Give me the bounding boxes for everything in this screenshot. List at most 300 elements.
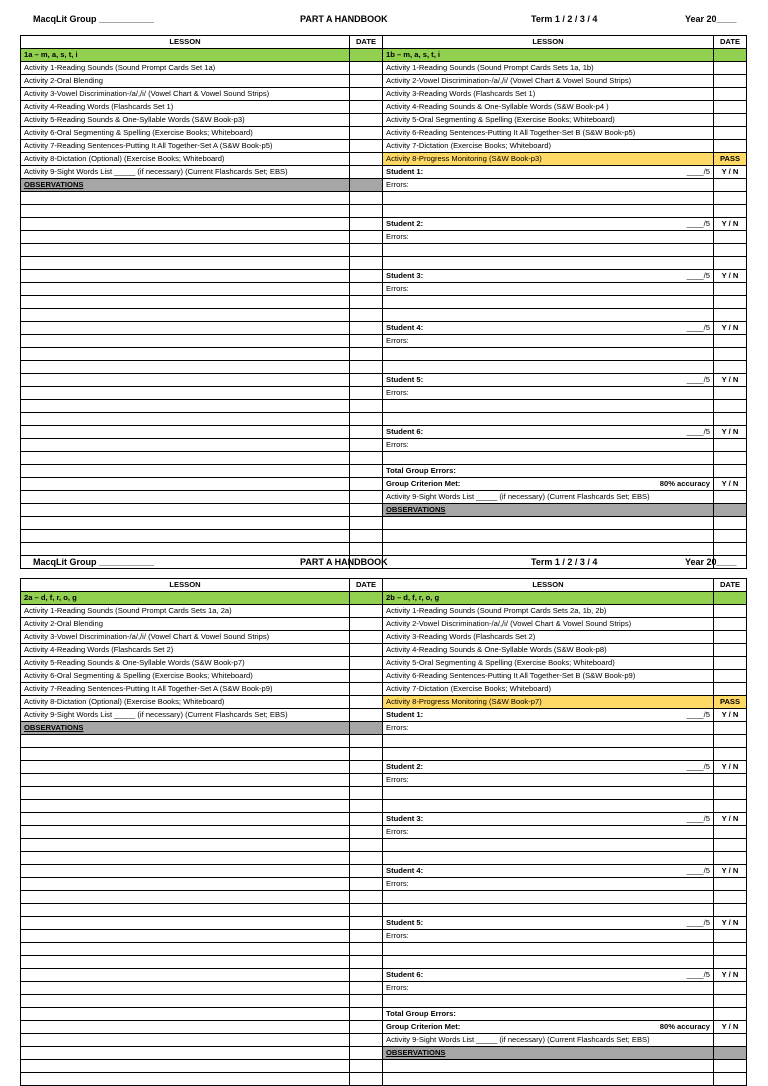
score-field[interactable]: ____/5 (686, 762, 710, 771)
yn-field[interactable]: Y / N (714, 969, 747, 982)
observation-line[interactable] (350, 904, 383, 917)
score-field[interactable]: ____/5 (686, 427, 710, 436)
observation-line[interactable] (714, 530, 747, 543)
handbook-title: PART A HANDBOOK (300, 557, 388, 567)
observations-header-date (350, 179, 383, 192)
observation-line[interactable] (350, 852, 383, 865)
observation-line[interactable] (350, 361, 383, 374)
date-cell[interactable] (350, 709, 383, 722)
observation-line[interactable] (21, 283, 350, 296)
activity-item: Activity 5-Reading Sounds & One-Syllable Words (S&W Book-p7) (21, 657, 350, 670)
activity-item: Activity 7-Reading Sentences-Putting It All Together-Set A (S&W Book-p5) (21, 140, 350, 153)
student-label: Student 4: (386, 866, 424, 875)
errors-field[interactable]: Errors: (383, 930, 714, 943)
observation-line[interactable] (350, 504, 383, 517)
observation-line[interactable] (350, 335, 383, 348)
date-cell[interactable] (714, 88, 747, 101)
yn-field[interactable]: Y / N (714, 865, 747, 878)
activity-item: Activity 5-Oral Segmenting & Spelling (Exercise Books; Whiteboard) (383, 114, 714, 127)
blank-cell[interactable] (383, 348, 714, 361)
activity-item: Activity 2-Vowel Discrimination-/a/,/i/ (Vowel Chart & Vowel Sound Strips) (383, 75, 714, 88)
observation-line[interactable] (21, 813, 350, 826)
blank-cell (714, 904, 747, 917)
observation-line[interactable] (21, 930, 350, 943)
date-cell[interactable] (350, 657, 383, 670)
blank-cell (714, 930, 747, 943)
observation-line[interactable] (21, 530, 350, 543)
blank-cell[interactable] (383, 852, 714, 865)
observation-line[interactable] (383, 1060, 714, 1073)
date-cell[interactable] (714, 140, 747, 153)
observation-line[interactable] (350, 800, 383, 813)
observation-line[interactable] (350, 348, 383, 361)
blank-cell[interactable] (383, 309, 714, 322)
observation-line[interactable] (350, 839, 383, 852)
errors-field[interactable]: Errors: (383, 283, 714, 296)
observation-line[interactable] (350, 761, 383, 774)
yn-field[interactable]: Y / N (714, 761, 747, 774)
observation-line[interactable] (350, 1034, 383, 1047)
blank-cell (714, 205, 747, 218)
date-cell[interactable] (350, 127, 383, 140)
activity-item: Activity 1-Reading Sounds (Sound Prompt Cards Set 1a) (21, 62, 350, 75)
blank-cell (714, 878, 747, 891)
lesson-header: LESSON (383, 579, 714, 592)
observation-line[interactable] (350, 478, 383, 491)
date-cell[interactable] (714, 49, 747, 62)
observation-line[interactable] (21, 839, 350, 852)
date-cell[interactable] (714, 101, 747, 114)
observation-line[interactable] (350, 748, 383, 761)
blank-cell[interactable] (383, 904, 714, 917)
activity-item: Activity 7-Dictation (Exercise Books; Whiteboard) (383, 683, 714, 696)
observation-line[interactable] (21, 335, 350, 348)
observation-line[interactable] (350, 1060, 383, 1073)
student-label: Student 5: (386, 375, 424, 384)
date-cell[interactable] (714, 62, 747, 75)
errors-field[interactable]: Errors: (383, 774, 714, 787)
blank-cell[interactable] (383, 296, 714, 309)
blank-cell[interactable] (383, 735, 714, 748)
student-label: Student 2: (386, 219, 424, 228)
group-field[interactable]: MacqLit Group ___________ (33, 14, 155, 24)
student-row[interactable] (383, 374, 714, 387)
score-field[interactable]: ____/5 (686, 323, 710, 332)
observation-line[interactable] (350, 517, 383, 530)
blank-cell[interactable] (383, 257, 714, 270)
sight-words-item: Activity 9-Sight Words List _____ (if necessary) (Current Flashcards Set; EBS) (383, 491, 714, 504)
student-row[interactable] (383, 761, 714, 774)
blank-cell[interactable] (383, 839, 714, 852)
observation-line[interactable] (21, 748, 350, 761)
observation-line[interactable] (21, 735, 350, 748)
observation-line[interactable] (350, 891, 383, 904)
errors-field[interactable]: Errors: (383, 335, 714, 348)
observation-line[interactable] (21, 1008, 350, 1021)
observation-line[interactable] (21, 452, 350, 465)
observation-line[interactable] (21, 192, 350, 205)
observation-line[interactable] (21, 270, 350, 283)
student-label: Student 1: (386, 710, 424, 719)
observation-line[interactable] (21, 231, 350, 244)
observation-line[interactable] (350, 787, 383, 800)
lesson-title-right: 2b – d, f, r, o, g (383, 592, 714, 605)
blank-cell[interactable] (383, 956, 714, 969)
date-cell[interactable] (714, 114, 747, 127)
observation-line[interactable] (383, 1073, 714, 1086)
observation-line[interactable] (350, 826, 383, 839)
observation-line[interactable] (21, 826, 350, 839)
observation-line[interactable] (350, 322, 383, 335)
yn-field[interactable]: Y / N (714, 218, 747, 231)
yn-field[interactable]: Y / N (714, 426, 747, 439)
blank-cell (714, 296, 747, 309)
group-criterion-label: Group Criterion Met: (386, 479, 461, 488)
observation-line[interactable] (21, 956, 350, 969)
observation-line[interactable] (714, 517, 747, 530)
blank-cell[interactable] (383, 995, 714, 1008)
observation-line[interactable] (350, 491, 383, 504)
sight-words-item: Activity 9-Sight Words List _____ (if necessary) (Current Flashcards Set; EBS) (383, 1034, 714, 1047)
date-cell[interactable] (350, 631, 383, 644)
group-criterion-row (383, 478, 714, 491)
blank-cell (714, 400, 747, 413)
student-row[interactable] (383, 322, 714, 335)
activity-item: Activity 4-Reading Sounds & One-Syllable Words (S&W Book-p4 ) (383, 101, 714, 114)
observation-line[interactable] (350, 774, 383, 787)
date-cell[interactable] (350, 101, 383, 114)
observation-line[interactable] (21, 865, 350, 878)
observation-line[interactable] (21, 426, 350, 439)
score-field[interactable]: ____/5 (686, 219, 710, 228)
observation-line[interactable] (21, 374, 350, 387)
blank-cell[interactable] (383, 205, 714, 218)
observation-line[interactable] (21, 400, 350, 413)
blank-cell[interactable] (383, 361, 714, 374)
date-cell[interactable] (350, 140, 383, 153)
observation-line[interactable] (350, 413, 383, 426)
observation-line[interactable] (21, 413, 350, 426)
blank-cell[interactable] (383, 943, 714, 956)
student-row[interactable] (383, 426, 714, 439)
date-cell[interactable] (714, 618, 747, 631)
observation-line[interactable] (21, 348, 350, 361)
student-row[interactable] (383, 166, 714, 179)
date-cell[interactable] (350, 670, 383, 683)
observation-line[interactable] (21, 244, 350, 257)
date-cell[interactable] (714, 683, 747, 696)
score-field[interactable]: ____/5 (686, 866, 710, 875)
student-row[interactable] (383, 865, 714, 878)
date-cell[interactable] (350, 75, 383, 88)
blank-cell (714, 839, 747, 852)
blank-cell[interactable] (383, 452, 714, 465)
observation-line[interactable] (714, 1073, 747, 1086)
observation-line[interactable] (350, 257, 383, 270)
activity-item: Activity 3-Vowel Discrimination-/a/,/i/ (Vowel Chart & Vowel Sound Strips) (21, 88, 350, 101)
observation-line[interactable] (350, 465, 383, 478)
observation-line[interactable] (21, 1021, 350, 1034)
date-cell[interactable] (714, 592, 747, 605)
observation-line[interactable] (21, 1047, 350, 1060)
blank-cell[interactable] (383, 400, 714, 413)
observation-line[interactable] (350, 943, 383, 956)
student-row[interactable] (383, 218, 714, 231)
observation-line[interactable] (21, 852, 350, 865)
observation-line[interactable] (350, 283, 383, 296)
blank-cell (714, 826, 747, 839)
observation-line[interactable] (714, 1060, 747, 1073)
score-field[interactable]: ____/5 (686, 710, 710, 719)
observation-line[interactable] (21, 218, 350, 231)
yn-field[interactable]: Y / N (714, 709, 747, 722)
observations-header: OBSERVATIONS (21, 722, 350, 735)
observation-line[interactable] (21, 761, 350, 774)
date-cell[interactable] (350, 166, 383, 179)
handbook-page-1a-1b (0, 0, 768, 512)
errors-field[interactable]: Errors: (383, 826, 714, 839)
observation-line[interactable] (350, 426, 383, 439)
observation-line[interactable] (350, 439, 383, 452)
observation-line[interactable] (350, 917, 383, 930)
activity-item: Activity 4-Reading Words (Flashcards Set 1) (21, 101, 350, 114)
activity-item: Activity 6-Reading Sentences-Putting It All Together-Set B (S&W Book-p9) (383, 670, 714, 683)
observation-line[interactable] (21, 465, 350, 478)
observation-line[interactable] (21, 969, 350, 982)
observation-line[interactable] (350, 205, 383, 218)
observation-line[interactable] (350, 865, 383, 878)
observation-line[interactable] (21, 439, 350, 452)
lesson-header: LESSON (383, 36, 714, 49)
observation-line[interactable] (350, 387, 383, 400)
activity-item: Activity 7-Dictation (Exercise Books; Whiteboard) (383, 140, 714, 153)
observation-line[interactable] (350, 1073, 383, 1086)
observation-line[interactable] (383, 517, 714, 530)
observation-line[interactable] (21, 878, 350, 891)
blank-cell[interactable] (383, 891, 714, 904)
activity-item: Activity 1-Reading Sounds (Sound Prompt Cards Sets 2a, 1b, 2b) (383, 605, 714, 618)
date-cell[interactable] (714, 631, 747, 644)
date-cell[interactable] (350, 62, 383, 75)
blank-cell (714, 943, 747, 956)
year-field[interactable]: Year 20____ (685, 557, 737, 567)
observation-line[interactable] (21, 387, 350, 400)
date-cell[interactable] (350, 114, 383, 127)
observation-line[interactable] (350, 309, 383, 322)
observation-line[interactable] (21, 504, 350, 517)
activity-item: Activity 1-Reading Sounds (Sound Prompt Cards Sets 1a, 2a) (21, 605, 350, 618)
date-cell[interactable] (714, 644, 747, 657)
activity-item: Activity 6-Oral Segmenting & Spelling (Exercise Books; Whiteboard) (21, 127, 350, 140)
total-group-errors[interactable]: Total Group Errors: (383, 1008, 714, 1021)
blank-cell (714, 995, 747, 1008)
date-cell[interactable] (350, 644, 383, 657)
date-cell[interactable] (350, 88, 383, 101)
errors-field[interactable]: Errors: (383, 722, 714, 735)
errors-field[interactable]: Errors: (383, 387, 714, 400)
term-selector[interactable]: Term 1 / 2 / 3 / 4 (531, 557, 598, 567)
observation-line[interactable] (350, 452, 383, 465)
blank-cell (714, 787, 747, 800)
observation-line[interactable] (350, 813, 383, 826)
observation-line[interactable] (383, 530, 714, 543)
observation-line[interactable] (350, 244, 383, 257)
yn-field[interactable]: Y / N (714, 813, 747, 826)
observation-line[interactable] (21, 517, 350, 530)
blank-cell (714, 283, 747, 296)
score-field[interactable]: ____/5 (686, 970, 710, 979)
observations-header-date (714, 1047, 747, 1060)
observation-line[interactable] (350, 270, 383, 283)
date-cell[interactable] (714, 491, 747, 504)
score-field[interactable]: ____/5 (686, 167, 710, 176)
score-field[interactable]: ____/5 (686, 918, 710, 927)
date-cell[interactable] (350, 618, 383, 631)
observation-line[interactable] (21, 891, 350, 904)
observation-line[interactable] (350, 192, 383, 205)
page-header (0, 557, 768, 571)
blank-cell (714, 309, 747, 322)
errors-field[interactable]: Errors: (383, 439, 714, 452)
blank-cell (714, 361, 747, 374)
activity-item: Activity 3-Reading Words (Flashcards Set 1) (383, 88, 714, 101)
date-cell[interactable] (714, 605, 747, 618)
date-cell[interactable] (350, 49, 383, 62)
student-row[interactable] (383, 917, 714, 930)
observation-line[interactable] (350, 296, 383, 309)
group-field[interactable]: MacqLit Group ___________ (33, 557, 155, 567)
yn-field[interactable]: Y / N (714, 166, 747, 179)
observation-line[interactable] (21, 995, 350, 1008)
score-field[interactable]: ____/5 (686, 375, 710, 384)
observation-line[interactable] (350, 735, 383, 748)
observations-header: OBSERVATIONS (383, 1047, 714, 1060)
observation-line[interactable] (350, 400, 383, 413)
observation-line[interactable] (21, 917, 350, 930)
blank-cell[interactable] (383, 800, 714, 813)
blank-cell (714, 891, 747, 904)
observation-line[interactable] (350, 374, 383, 387)
lesson-title-left: 1a – m, a, s, t, i (21, 49, 350, 62)
observation-line[interactable] (21, 491, 350, 504)
observation-line[interactable] (21, 800, 350, 813)
yn-field[interactable]: Y / N (714, 478, 747, 491)
blank-cell[interactable] (383, 748, 714, 761)
student-row[interactable] (383, 969, 714, 982)
yn-field[interactable]: Y / N (714, 917, 747, 930)
date-header: DATE (714, 579, 747, 592)
activity-item: Activity 3-Vowel Discrimination-/a/,/i/ (Vowel Chart & Vowel Sound Strips) (21, 631, 350, 644)
observation-line[interactable] (21, 904, 350, 917)
errors-field[interactable]: Errors: (383, 179, 714, 192)
activity-item: Activity 8-Dictation (Optional) (Exercise Books; Whiteboard) (21, 153, 350, 166)
yn-field[interactable]: Y / N (714, 1021, 747, 1034)
student-row[interactable] (383, 709, 714, 722)
observation-line[interactable] (350, 930, 383, 943)
date-cell[interactable] (714, 657, 747, 670)
student-row[interactable] (383, 813, 714, 826)
observation-line[interactable] (21, 982, 350, 995)
observation-line[interactable] (21, 322, 350, 335)
observations-header: OBSERVATIONS (383, 504, 714, 517)
student-label: Student 3: (386, 814, 424, 823)
yn-field[interactable]: Y / N (714, 322, 747, 335)
errors-field[interactable]: Errors: (383, 982, 714, 995)
observation-line[interactable] (350, 1008, 383, 1021)
date-cell[interactable] (714, 1034, 747, 1047)
year-field[interactable]: Year 20____ (685, 14, 737, 24)
activity-item: Activity 4-Reading Sounds & One-Syllable Words (S&W Book-p8) (383, 644, 714, 657)
blank-cell[interactable] (383, 413, 714, 426)
activity-item: Activity 5-Oral Segmenting & Spelling (Exercise Books; Whiteboard) (383, 657, 714, 670)
observation-line[interactable] (21, 309, 350, 322)
observation-line[interactable] (350, 231, 383, 244)
activity-item: Activity 6-Reading Sentences-Putting It All Together-Set B (S&W Book-p5) (383, 127, 714, 140)
date-cell[interactable] (350, 605, 383, 618)
blank-cell[interactable] (383, 787, 714, 800)
errors-field[interactable]: Errors: (383, 878, 714, 891)
observation-line[interactable] (21, 774, 350, 787)
blank-cell[interactable] (383, 244, 714, 257)
observation-line[interactable] (350, 1047, 383, 1060)
blank-cell (714, 348, 747, 361)
total-group-errors[interactable]: Total Group Errors: (383, 465, 714, 478)
observation-line[interactable] (350, 982, 383, 995)
observation-line[interactable] (21, 787, 350, 800)
observation-line[interactable] (350, 218, 383, 231)
activity-item: Activity 2-Vowel Discrimination-/a/,/i/ (Vowel Chart & Vowel Sound Strips) (383, 618, 714, 631)
observation-line[interactable] (21, 361, 350, 374)
date-cell[interactable] (714, 127, 747, 140)
score-field[interactable]: ____/5 (686, 271, 710, 280)
yn-field[interactable]: Y / N (714, 270, 747, 283)
score-field[interactable]: ____/5 (686, 814, 710, 823)
date-cell[interactable] (350, 683, 383, 696)
accuracy-label: 80% accuracy (659, 479, 710, 488)
yn-field[interactable]: Y / N (714, 374, 747, 387)
observation-line[interactable] (350, 878, 383, 891)
student-label: Student 6: (386, 970, 424, 979)
date-cell[interactable] (714, 75, 747, 88)
observation-line[interactable] (21, 478, 350, 491)
blank-cell[interactable] (383, 192, 714, 205)
observation-line[interactable] (350, 969, 383, 982)
activity-item: Activity 4-Reading Words (Flashcards Set 2) (21, 644, 350, 657)
observation-line[interactable] (350, 995, 383, 1008)
date-cell[interactable] (350, 696, 383, 709)
observation-line[interactable] (21, 257, 350, 270)
observation-line[interactable] (350, 530, 383, 543)
observation-line[interactable] (350, 1021, 383, 1034)
date-cell[interactable] (714, 670, 747, 683)
blank-cell (714, 179, 747, 192)
observation-line[interactable] (21, 296, 350, 309)
date-cell[interactable] (350, 153, 383, 166)
student-row[interactable] (383, 270, 714, 283)
activity-item: Activity 2-Oral Blending (21, 75, 350, 88)
observation-line[interactable] (21, 1060, 350, 1073)
errors-field[interactable]: Errors: (383, 231, 714, 244)
observation-line[interactable] (21, 205, 350, 218)
date-header: DATE (714, 36, 747, 49)
observation-line[interactable] (21, 1073, 350, 1086)
term-selector[interactable]: Term 1 / 2 / 3 / 4 (531, 14, 598, 24)
observation-line[interactable] (21, 1034, 350, 1047)
date-cell[interactable] (350, 592, 383, 605)
blank-cell (714, 439, 747, 452)
observation-line[interactable] (350, 956, 383, 969)
observation-line[interactable] (21, 943, 350, 956)
